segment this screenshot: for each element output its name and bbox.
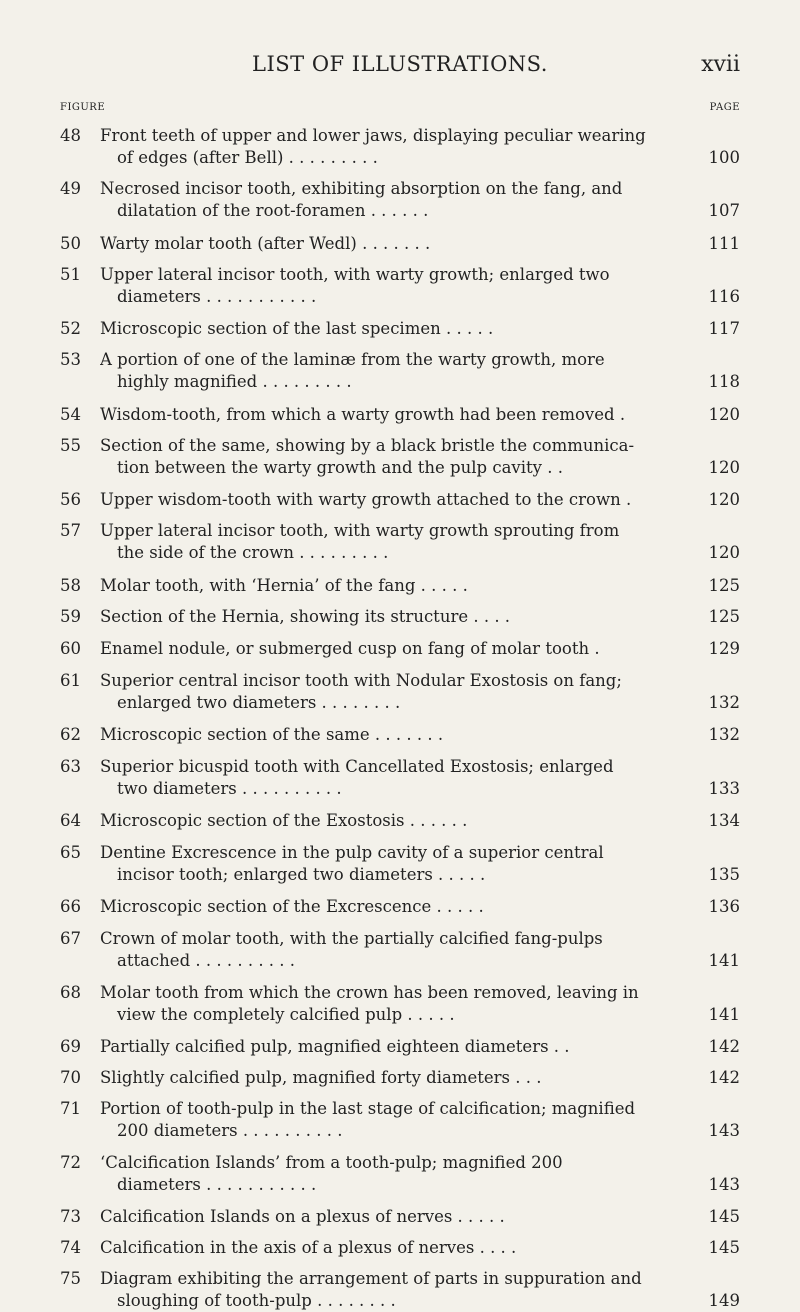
figure-number: 73 (60, 1207, 81, 1226)
caption-line: Crown of molar tooth, with the partially calcified fang-pulps (100, 929, 603, 948)
figure-number: 72 (60, 1153, 81, 1172)
figure-number: 57 (60, 521, 81, 540)
caption-line: dilatation of the root-foramen . . . . . . (117, 201, 429, 220)
page-reference: 141 (708, 951, 740, 970)
page-reference: 141 (708, 1005, 740, 1024)
caption-line: Superior central incisor tooth with Nodular Exostosis on fang; (100, 671, 622, 690)
caption-line: two diameters . . . . . . . . . . (117, 779, 342, 798)
figure-number: 49 (60, 179, 81, 198)
caption-line: Microscopic section of the last specimen . . . . . (100, 319, 494, 338)
caption-line: Dentine Excrescence in the pulp cavity of a superior central (100, 843, 604, 862)
figure-caption (100, 575, 692, 597)
figure-caption (100, 638, 692, 660)
caption-line: attached . . . . . . . . . . (117, 951, 296, 970)
figure-number: 66 (60, 897, 81, 916)
illustration-list (60, 116, 740, 1312)
figure-caption (100, 1098, 692, 1142)
page-reference: 100 (708, 148, 740, 167)
caption-line: Partially calcified pulp, magnified eighteen diameters . . (100, 1037, 570, 1056)
figure-caption (100, 178, 692, 222)
list-item (60, 1098, 740, 1142)
list-item (60, 264, 740, 308)
figure-caption (100, 1237, 692, 1259)
figure-caption (100, 810, 692, 832)
caption-line: diameters . . . . . . . . . . . (117, 1175, 317, 1194)
page-reference: 125 (708, 607, 740, 626)
caption-line: Necrosed incisor tooth, exhibiting absorption on the fang, and (100, 179, 623, 198)
figure-number: 51 (60, 265, 81, 284)
column-headers (60, 102, 740, 116)
list-item (60, 638, 740, 660)
figure-number: 56 (60, 490, 81, 509)
caption-line: enlarged two diameters . . . . . . . . (117, 693, 401, 712)
page-reference: 120 (708, 405, 740, 424)
list-item (60, 896, 740, 918)
page-reference: 149 (708, 1291, 740, 1310)
list-item (60, 404, 740, 426)
figure-number: 71 (60, 1099, 81, 1118)
figure-number: 61 (60, 671, 81, 690)
caption-line: Microscopic section of the Exostosis . . . . . . (100, 811, 468, 830)
caption-line: Slightly calcified pulp, magnified forty diameters . . . (100, 1068, 542, 1087)
figure-number: 74 (60, 1238, 81, 1257)
list-item (60, 318, 740, 340)
list-item (60, 349, 740, 393)
page-reference: 142 (708, 1068, 740, 1087)
figure-caption (100, 233, 692, 255)
caption-line: view the completely calcified pulp . . . . . (117, 1005, 455, 1024)
list-item (60, 1237, 740, 1259)
figure-caption (100, 756, 692, 800)
list-item (60, 1067, 740, 1089)
page-reference: 117 (708, 319, 740, 338)
list-item (60, 575, 740, 597)
running-head (60, 52, 740, 86)
figure-number: 67 (60, 929, 81, 948)
caption-line: Wisdom-tooth, from which a warty growth had been removed . (100, 405, 626, 424)
caption-line: A portion of one of the laminæ from the warty growth, more (100, 350, 605, 369)
list-item (60, 520, 740, 564)
page-reference: 132 (708, 693, 740, 712)
page-reference: 142 (708, 1037, 740, 1056)
figure-number: 53 (60, 350, 81, 369)
caption-line: Microscopic section of the Excrescence . . . . . (100, 897, 484, 916)
caption-line: Superior bicuspid tooth with Cancellated Exostosis; enlarged (100, 757, 614, 776)
caption-line: Calcification Islands on a plexus of nerves . . . . . (100, 1207, 505, 1226)
caption-line: Portion of tooth-pulp in the last stage of calcification; magnified (100, 1099, 636, 1118)
caption-line: diameters . . . . . . . . . . . (117, 287, 317, 306)
figure-caption (100, 606, 692, 628)
figure-caption (100, 982, 692, 1026)
page-reference: 143 (708, 1175, 740, 1194)
figure-number: 52 (60, 319, 81, 338)
list-item (60, 1268, 740, 1312)
list-item (60, 489, 740, 511)
caption-line: highly magnified . . . . . . . . . (117, 372, 352, 391)
caption-line: Warty molar tooth (after Wedl) . . . . . . . (100, 234, 431, 253)
figure-number: 64 (60, 811, 81, 830)
figure-caption (100, 1152, 692, 1196)
caption-line: Microscopic section of the same . . . . . . . (100, 725, 444, 744)
list-item (60, 810, 740, 832)
figure-caption (100, 318, 692, 340)
figure-number: 65 (60, 843, 81, 862)
figure-caption (100, 404, 692, 426)
list-item (60, 842, 740, 886)
caption-line: Upper wisdom-tooth with warty growth attached to the crown . (100, 490, 632, 509)
figure-number: 59 (60, 607, 81, 626)
caption-line: of edges (after Bell) . . . . . . . . . (117, 148, 378, 167)
list-item (60, 724, 740, 746)
figure-caption (100, 670, 692, 714)
page-reference: 125 (708, 576, 740, 595)
page-reference: 107 (708, 201, 740, 220)
figure-number: 58 (60, 576, 81, 595)
page-column-header: PAGE (709, 102, 740, 113)
list-item (60, 606, 740, 628)
page-number: xvii (701, 52, 740, 77)
page-reference: 120 (708, 458, 740, 477)
page-reference: 129 (708, 639, 740, 658)
figure-caption (100, 842, 692, 886)
figure-number: 50 (60, 234, 81, 253)
caption-line: Molar tooth from which the crown has been removed, leaving in (100, 983, 639, 1002)
page-reference: 134 (708, 811, 740, 830)
figure-number: 63 (60, 757, 81, 776)
caption-line: Molar tooth, with ‘Hernia’ of the fang . . . . . (100, 576, 468, 595)
figure-caption (100, 435, 692, 479)
figure-number: 48 (60, 126, 81, 145)
list-item (60, 756, 740, 800)
caption-line: 200 diameters . . . . . . . . . . (117, 1121, 343, 1140)
list-item (60, 1152, 740, 1196)
page-reference: 135 (708, 865, 740, 884)
caption-line: Enamel nodule, or submerged cusp on fang of molar tooth . (100, 639, 600, 658)
caption-line: incisor tooth; enlarged two diameters . . . . . (117, 865, 486, 884)
page-reference: 116 (708, 287, 740, 306)
page-reference: 111 (708, 234, 740, 253)
caption-line: ‘Calcification Islands’ from a tooth-pulp; magnified 200 (100, 1153, 563, 1172)
list-item (60, 982, 740, 1026)
caption-line: Front teeth of upper and lower jaws, displaying peculiar wearing (100, 126, 646, 145)
page-reference: 145 (708, 1207, 740, 1226)
list-item (60, 670, 740, 714)
figure-number: 60 (60, 639, 81, 658)
figure-column-header: FIGURE (60, 102, 106, 113)
figure-number: 75 (60, 1269, 81, 1288)
figure-number: 55 (60, 436, 81, 455)
figure-caption (100, 1036, 692, 1058)
list-item (60, 928, 740, 972)
figure-caption (100, 349, 692, 393)
caption-line: Upper lateral incisor tooth, with warty growth; enlarged two (100, 265, 610, 284)
figure-caption (100, 928, 692, 972)
page-reference: 120 (708, 543, 740, 562)
list-item (60, 435, 740, 479)
figure-number: 70 (60, 1068, 81, 1087)
figure-number: 68 (60, 983, 81, 1002)
page-reference: 133 (708, 779, 740, 798)
list-item (60, 178, 740, 222)
list-item (60, 1206, 740, 1228)
caption-line: Calcification in the axis of a plexus of nerves . . . . (100, 1238, 517, 1257)
figure-caption (100, 125, 692, 169)
figure-caption (100, 896, 692, 918)
page-reference: 118 (708, 372, 740, 391)
page-reference: 145 (708, 1238, 740, 1257)
caption-line: Section of the same, showing by a black bristle the communica- (100, 436, 635, 455)
figure-caption (100, 264, 692, 308)
caption-line: Diagram exhibiting the arrangement of parts in suppuration and (100, 1269, 642, 1288)
figure-caption (100, 1268, 692, 1312)
figure-caption (100, 1067, 692, 1089)
figure-number: 69 (60, 1037, 81, 1056)
list-item (60, 1036, 740, 1058)
page-reference: 132 (708, 725, 740, 744)
caption-line: tion between the warty growth and the pulp cavity . . (117, 458, 563, 477)
figure-caption (100, 489, 692, 511)
caption-line: Upper lateral incisor tooth, with warty growth sprouting from (100, 521, 620, 540)
caption-line: the side of the crown . . . . . . . . . (117, 543, 389, 562)
page-reference: 120 (708, 490, 740, 509)
page-reference: 136 (708, 897, 740, 916)
figure-caption (100, 1206, 692, 1228)
figure-caption (100, 520, 692, 564)
caption-line: Section of the Hernia, showing its structure . . . . (100, 607, 511, 626)
figure-caption (100, 724, 692, 746)
list-item (60, 233, 740, 255)
page-title: LIST OF ILLUSTRATIONS. (252, 52, 548, 76)
figure-number: 54 (60, 405, 81, 424)
figure-number: 62 (60, 725, 81, 744)
caption-line: sloughing of tooth-pulp . . . . . . . . (117, 1291, 396, 1310)
list-item (60, 125, 740, 169)
page-reference: 143 (708, 1121, 740, 1140)
